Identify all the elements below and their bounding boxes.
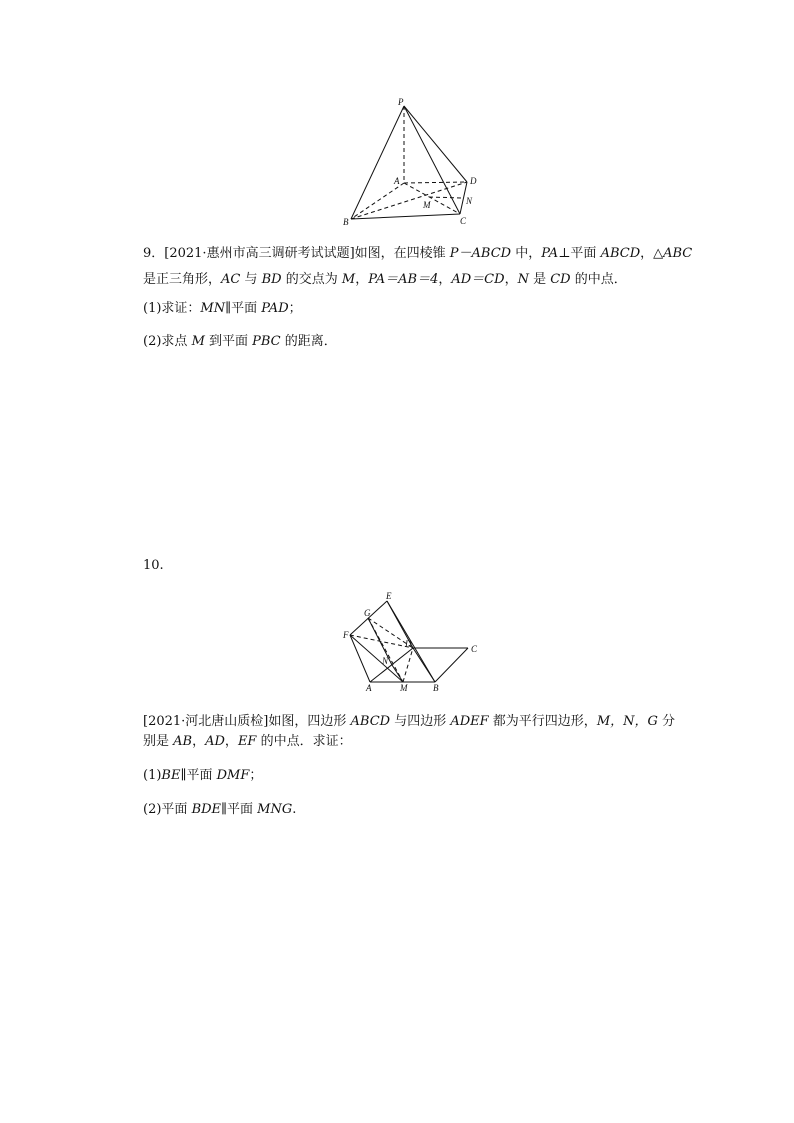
edge-af (350, 635, 370, 682)
edge-bd (351, 182, 467, 219)
edge-gm (368, 618, 403, 682)
edge-ad (404, 182, 467, 183)
label-f: F (343, 630, 349, 640)
q10-number: 10. (143, 558, 164, 573)
q9-part1: (1)求证：MN∥平面 PAD； (143, 301, 302, 316)
label-p: P (398, 97, 404, 107)
edge-mn (429, 197, 463, 198)
q10-part2: (2)平面 BDE∥平面 MNG. (143, 802, 297, 817)
label-n: N (382, 656, 389, 666)
label-e: E (386, 591, 392, 601)
label-m: M (423, 200, 431, 210)
q9-statement-line1: 9．[2021·惠州市高三调研考试试题]如图，在四棱锥 P－ABCD 中，PA⊥平面 ABCD，△ABC (143, 246, 693, 261)
q9-source: [2021·惠州市高三调研考试试题] (164, 246, 355, 261)
q10-source: [2021·河北唐山质检] (143, 714, 269, 729)
parallelogram-figure (340, 590, 490, 696)
label-b: B (343, 217, 349, 227)
label-b: B (433, 683, 439, 693)
label-m: M (400, 683, 408, 693)
q10-statement-line1: [2021·河北唐山质检]如图，四边形 ABCD 与四边形 ADEF 都为平行四边形，M，N，G 分 (143, 714, 676, 729)
edge-fm (350, 635, 403, 682)
q9-statement-line2: 是正三角形，AC 与 BD 的交点为 M，PA＝AB＝4，AD＝CD，N 是 CD 的中点． (143, 272, 627, 287)
label-g: G (364, 608, 371, 618)
edge-pb (351, 106, 404, 219)
q9-number: 9． (143, 246, 165, 261)
q10-statement-line2: 别是 AB，AD，EF 的中点．求证： (143, 734, 352, 749)
label-a: A (394, 176, 400, 186)
edge-bc (351, 214, 460, 219)
pyramid-figure (336, 94, 486, 228)
label-d: D (470, 176, 477, 186)
label-d: D (405, 639, 412, 649)
q10-part1: (1)BE∥平面 DMF； (143, 768, 263, 783)
q9-part2: (2)求点 M 到平面 PBC 的距离． (143, 334, 337, 349)
label-c: C (460, 216, 467, 226)
label-c: C (471, 644, 478, 654)
edge-md (403, 648, 413, 682)
label-a: A (366, 683, 372, 693)
edge-bc (435, 648, 468, 682)
edge-pd (404, 106, 467, 182)
label-n: N (466, 196, 473, 206)
